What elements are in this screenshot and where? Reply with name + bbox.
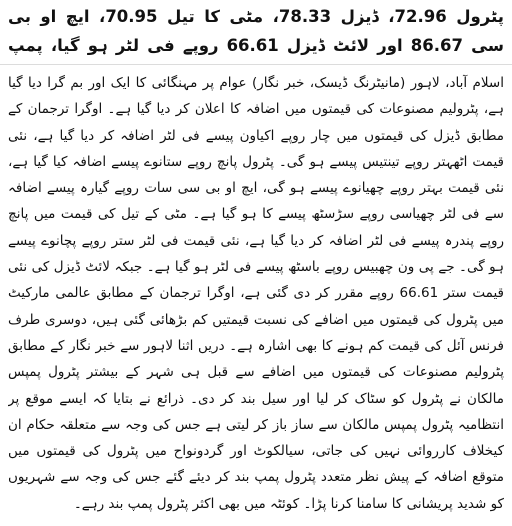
article-headline: پٹرول 72.96، ڈیزل 78.33، مٹی کا تیل 70.95، ایچ او بی سی 86.67 اور لائٹ ڈیزل 66.61 روپے فی لٹر ہو گیا، پمپ — [8, 7, 504, 55]
article-body: اسلام آباد، لاہور (مانیٹرنگ ڈیسک، خبر نگار) عوام پر مہنگائی کا ایک اور بم گرا دیا گیا ہے، پٹرولیم مصنوعات کی قیمتوں میں اضافہ کا اعلان کر دیا گیا ہے۔ اوگرا ترجمان کے مطابق ڈیزل کی قیمتوں میں چار روپے اکیاون پیسے فی لٹر اضافہ کر دیا گیا ہے، نئی قیمت اٹھہتر روپے تینتیس پیسے ہو گی۔ پٹرول پانچ روپے ستانوے پیسے اضافہ کیا گیا ہے، نئی قیمت بہتر روپے چھیانوے پیسے ہو گی، ایچ او بی سی سات روپے گیارہ پیسے اضافہ سے فی لٹر چھیاسی روپے سڑسٹھ پیسے کا ہو گیا ہے۔ مٹی کے تیل کی قیمت میں پانچ روپے پندرہ پیسے فی لٹر اضافہ کر دیا گیا ہے، نئی قیمت فی لٹر ستر روپے پچانوے پیسے ہو گی۔ جے پی ون چھبیس روپے باسٹھ پیسے فی لٹر ہو گیا ہے۔ جبکہ لائٹ ڈیزل کی نئی قیمت ستر 66.61 روپے مقرر کر دی گئی ہے، اوگرا ترجمان کے مطابق عالمی مارکیٹ میں پٹرول کی قیمتوں میں اضافے کی نسبت قیمتیں کم بڑھائی گئی ہیں، دوسری طرف فرنس آئل کی قیمت کم ہونے کا بھی اشارہ ہے۔ دریں اثنا لاہور سے خبر نگار کے مطابق پٹرولیم مصنوعات کی قیمتوں میں اضافے سے قبل ہی شہر کے بیشتر پٹرول پمپس مالکان نے پٹرول کو سٹاک کر لیا اور سیل بند کر دی۔ ذرائع نے بتایا کہ ایسے موقع پر انتظامیہ پٹرول پمپس مالکان سے ساز باز کر لیتی ہے جس کی وجہ سے متعلقہ حکام ان کیخلاف کارروائی نہیں کی جاتی، سیالکوٹ اور گردونواح میں پٹرول کی قیمتوں میں متوقع اضافہ کے پیش نظر متعدد پٹرول پمپ بند کر دیئے گئے جس کی وجہ سے شہریوں کو شدید پریشانی کا سامنا کرنا پڑا۔ کوئٹہ میں بھی اکثر پٹرول پمپ بند رہے۔ — [8, 75, 504, 512]
headline-divider — [0, 64, 512, 65]
